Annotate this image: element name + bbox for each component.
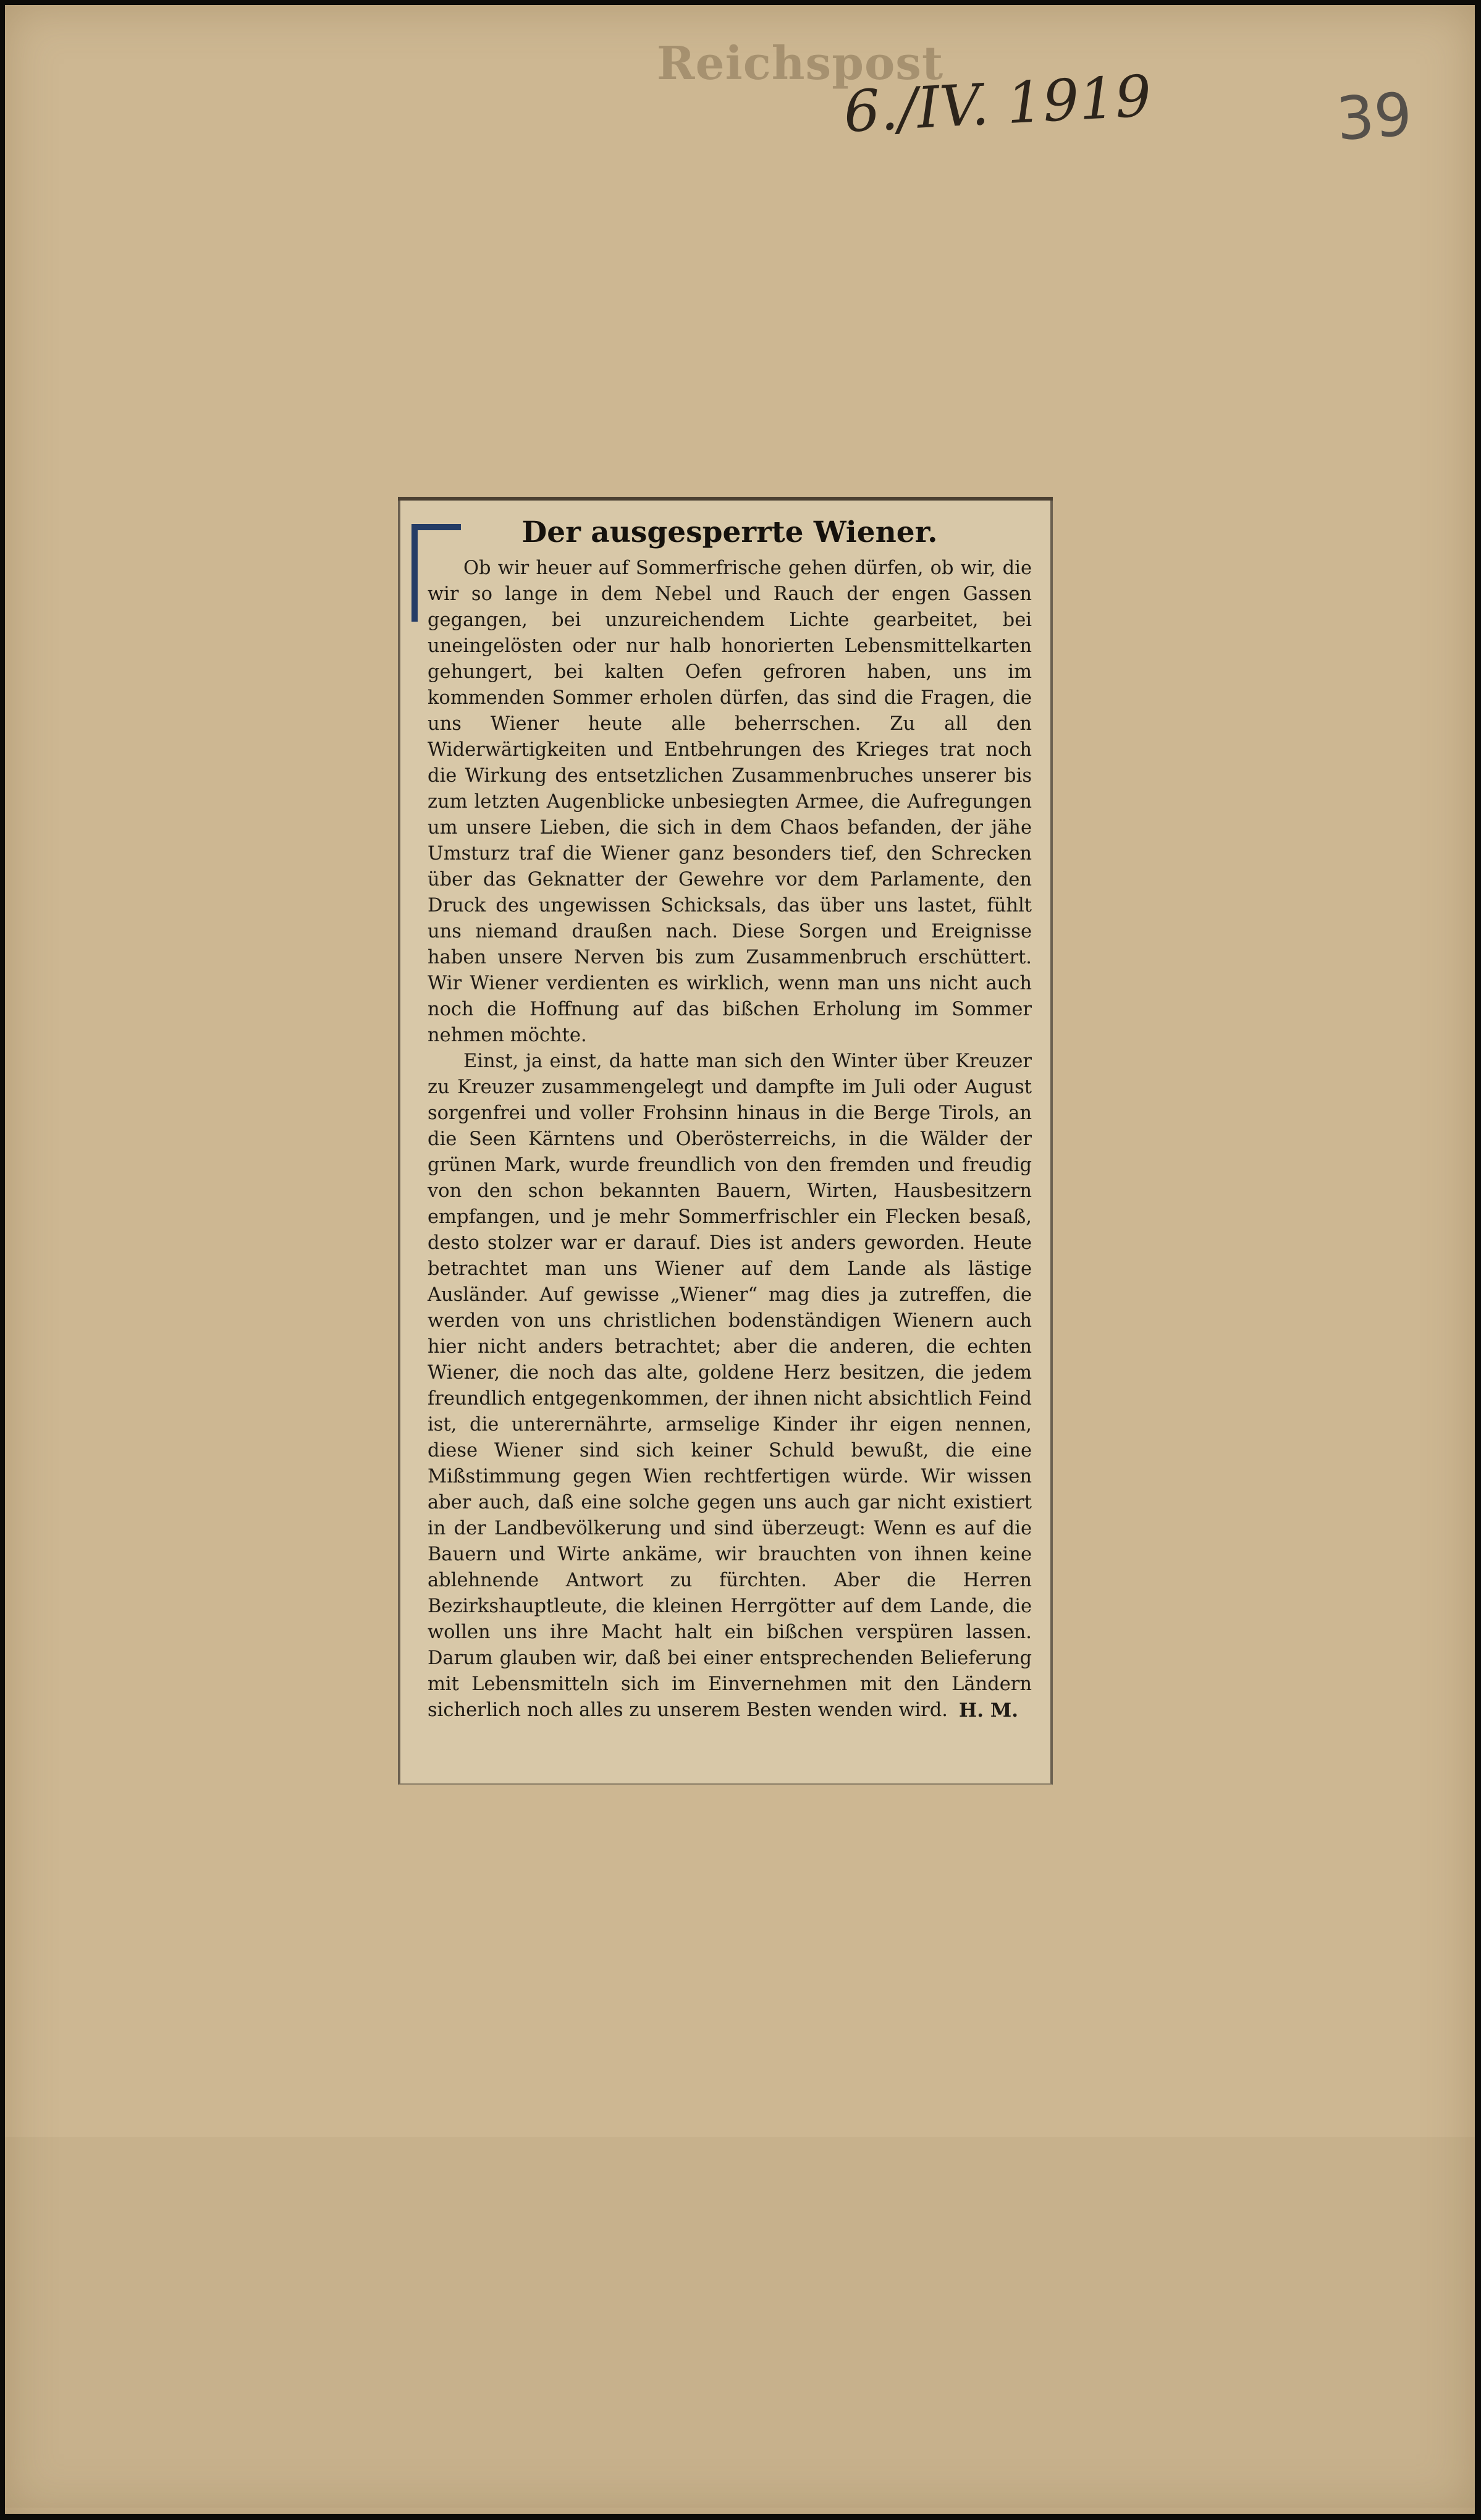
blue-pencil-mark — [411, 529, 418, 622]
article-paragraph-1: Ob wir heuer auf Sommerfrische gehen dürfen, ob wir, die wir so lange in dem Nebel und Rauch der engen Gassen gegangen, bei unzureichendem Lichte gearbeitet, bei uneingelösten oder nur halb honorierten Lebensmittelkarten gehungert, bei kalten Oefen gefroren haben, uns im kommenden Sommer erholen dürfen, das sind die Fragen, die uns Wiener heute alle beherrschen. Zu all den Widerwärtigkeiten und Entbehrungen des Krieges trat noch die Wirkung des entsetzlichen Zusammenbruches unserer bis zum letzten Augenblicke unbesiegten Armee, die Aufregungen um unsere Lieben, die sich in dem Chaos befanden, der jähe Umsturz traf die Wiener ganz besonders tief, den Schrecken über das Geknatter der Gewehre vor dem Parlamente, den Druck des ungewissen Schicksals, das über uns lastet, fühlt uns niemand draußen nach. Diese Sorgen und Ereignisse haben unsere Nerven bis zum Zusammenbruch erschüttert. Wir Wiener verdienten es wirklich, wenn man uns nicht auch noch die Hoffnung auf das bißchen Erholung im Sommer nehmen möchte. — [428, 557, 1032, 1046]
newspaper-clipping — [398, 499, 1053, 1785]
clipping-top-rule — [398, 497, 1053, 501]
article-signature: H. M. — [959, 1699, 1018, 1722]
folio-number: 39 — [1334, 79, 1414, 154]
handwritten-date: 6./IV. 1919 — [842, 62, 1154, 145]
archive-sheet — [5, 5, 1475, 2514]
article-paragraph-2: Einst, ja einst, da hatte man sich den Winter über Kreuzer zu Kreuzer zusammengelegt und dampfte im Juli oder August sorgenfrei und voller Frohsinn hinaus in die Berge Tirols, an die Seen Kärntens und Oberösterreichs, in die Wälder der grünen Mark, wurde freundlich von den fremden und freudig von den schon bekannten Bauern, Wirten, Hausbesitzern empfangen, und je mehr Sommerfrischler ein Flecken besaß, desto stolzer war er darauf. Dies ist anders geworden. Heute betrachtet man uns Wiener auf dem Lande als lästige Ausländer. Auf gewisse „Wiener“ mag dies ja zutreffen, die werden von uns christlichen bodenständigen Wienern auch hier nicht anders betrachtet; aber die anderen, die echten Wiener, die noch das alte, goldene Herz besitzen, die jedem freundlich entgegenkommen, der ihnen nicht absichtlich Feind ist, die unterernährte, armselige Kinder ihr eigen nennen, diese Wiener sind sich keiner Schuld bewußt, die eine Mißstimmung gegen Wien rechtfertigen würde. Wir wissen aber auch, daß eine solche gegen uns auch gar nicht existiert in der Landbevölkerung und sind überzeugt: Wenn es auf die Bauern und Wirte ankäme, wir brauchten von ihnen keine ablehnende Antwort zu fürchten. Aber die Herren Bezirkshauptleute, die kleinen Herrgötter auf dem Lande, die wollen uns ihre Macht halt ein bißchen verspüren lassen. Darum glauben wir, daß bei einer entsprechenden Belieferung mit Lebensmitteln sich im Einvernehmen mit den Ländern sicherlich noch alles zu unserem Besten wenden wird. — [428, 1051, 1032, 1721]
newspaper-stamp: Reichspost — [657, 37, 944, 90]
article-headline: Der ausgesperrte Wiener. — [521, 515, 938, 549]
